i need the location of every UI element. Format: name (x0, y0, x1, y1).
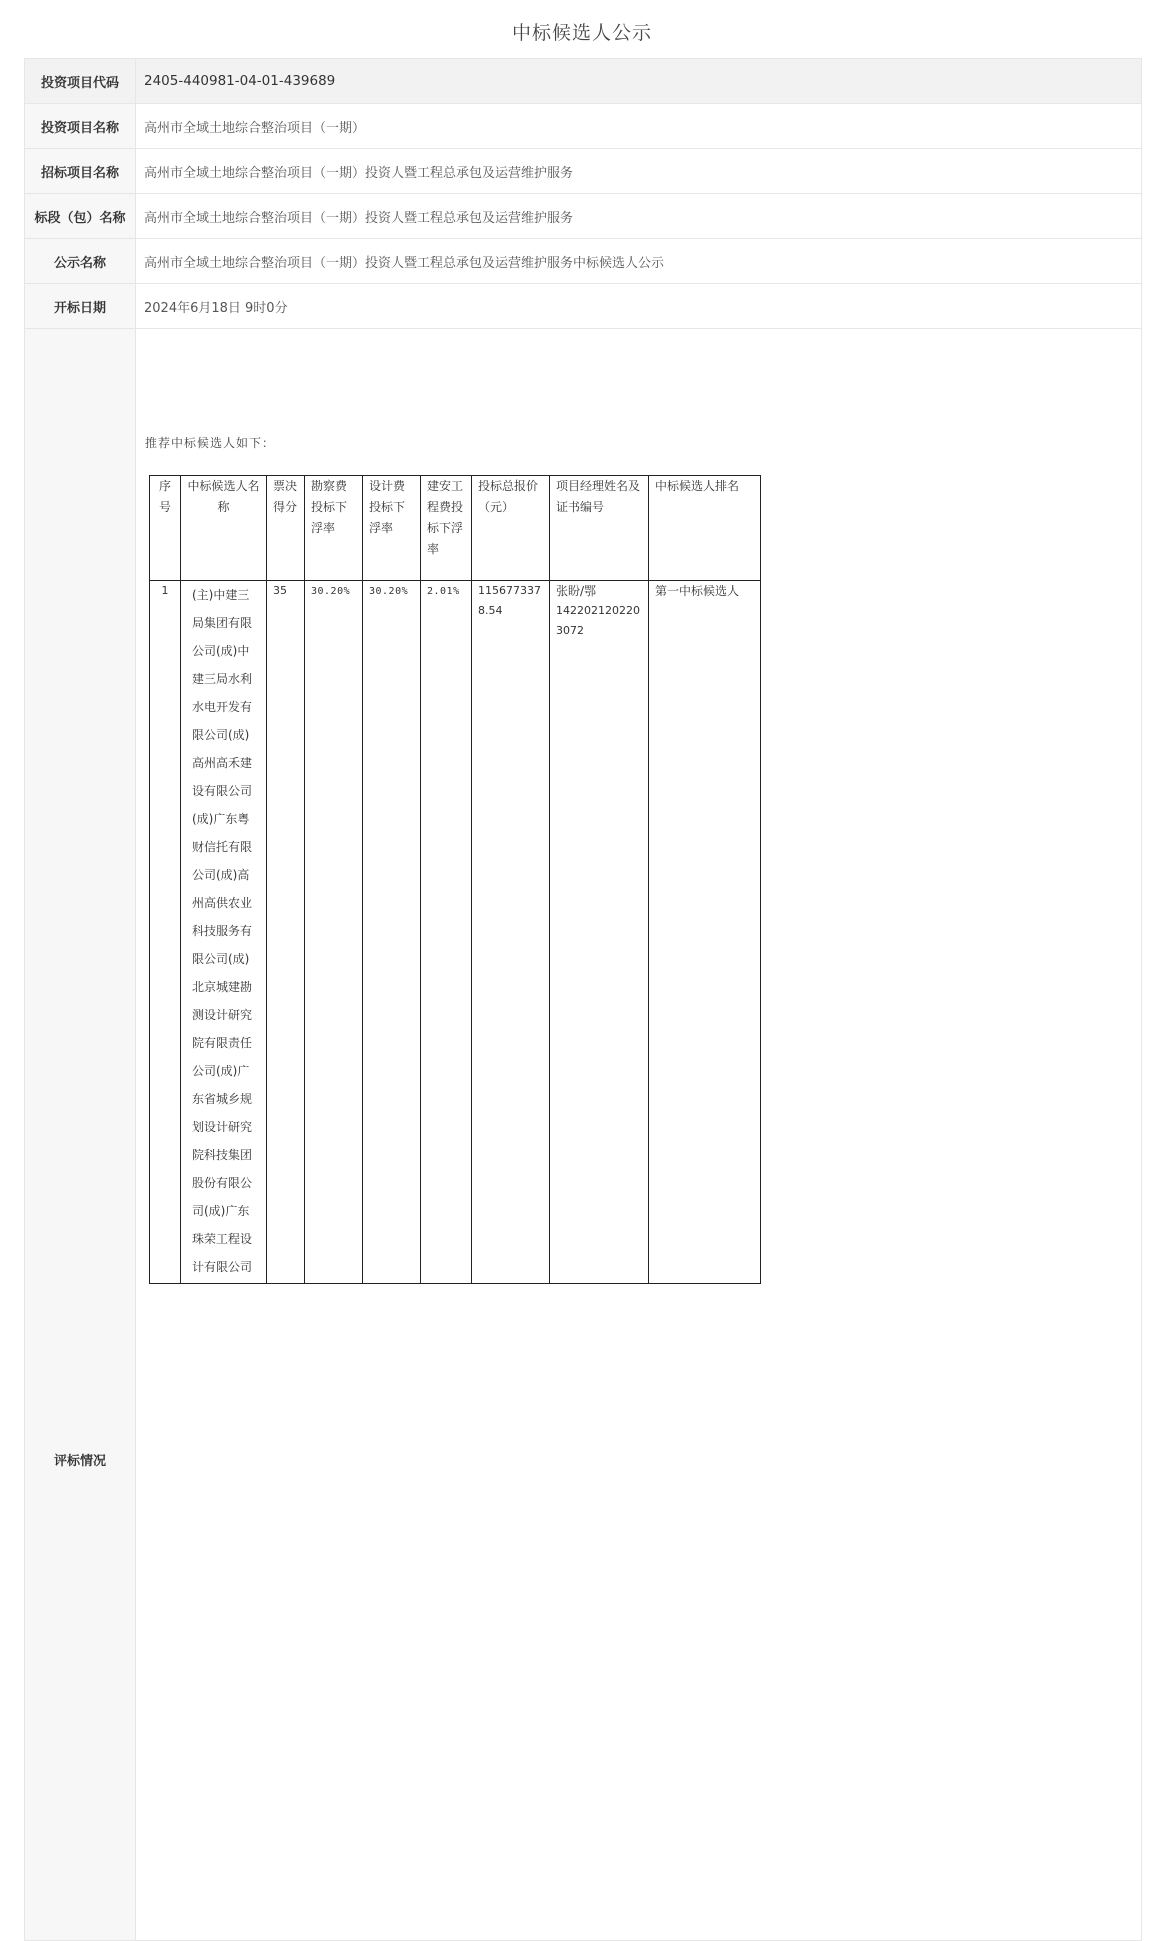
header-rank: 中标候选人排名 (649, 476, 761, 581)
project-code-value: 2405-440981-04-01-439689 (136, 59, 1142, 104)
candidate-table (149, 475, 761, 1284)
tender-name-label: 招标项目名称 (25, 149, 136, 194)
header-survey-rate: 勘察费投标下浮率 (305, 476, 363, 581)
notice-name-value: 高州市全域土地综合整治项目（一期）投资人暨工程总承包及运营维护服务中标候选人公示 (136, 239, 1142, 284)
header-seq: 序号 (150, 476, 181, 581)
page-title: 中标候选人公示 (511, 22, 652, 44)
opening-date-value: 2024年6月18日 9时0分 (136, 284, 1142, 329)
notice-name-label: 公示名称 (25, 239, 136, 284)
header-votes: 票决得分 (267, 476, 305, 581)
evaluation-intro: 推荐中标候选人如下： (145, 436, 276, 450)
row-section-name (25, 194, 1142, 239)
candidate-table-header (150, 476, 761, 581)
row-notice-name (25, 239, 1142, 284)
cell-manager (550, 581, 649, 1284)
header-design-rate: 设计费投标下浮率 (363, 476, 421, 581)
row-project-code (25, 59, 1142, 104)
cell-total-price: 1156773378.54 (472, 581, 550, 1284)
cell-design-rate: 30.20% (363, 581, 421, 1284)
project-name-value: 高州市全域土地综合整治项目（一期） (136, 104, 1142, 149)
cell-candidate: (主)中建三局集团有限公司(成)中建三局水利水电开发有限公司(成)高州高禾建设有限公司(成)广东粤财信托有限公司(成)高州高供农业科技服务有限公司(成)北京城建勘测设计研究院有限责任公司(成)广东省城乡规划设计研究院科技集团股份有限公司(成)广东珠荣工程设计有限公司 (181, 581, 267, 1284)
opening-date-label: 开标日期 (25, 284, 136, 329)
row-tender-name (25, 149, 1142, 194)
header-manager: 项目经理姓名及证书编号 (550, 476, 649, 581)
header-construction-rate: 建安工程费投标下浮率 (421, 476, 472, 581)
cell-rank: 第一中标候选人 (649, 581, 761, 1284)
cell-votes: 35 (267, 581, 305, 1284)
header-total-price: 投标总报价（元） (472, 476, 550, 581)
project-code-label: 投资项目代码 (25, 59, 136, 104)
evaluation-label: 评标情况 (25, 329, 136, 1941)
project-name-label: 投资项目名称 (25, 104, 136, 149)
manager-name: 张盼/鄂 (556, 584, 597, 598)
row-project-name (25, 104, 1142, 149)
header-candidate: 中标候选人名称 (181, 476, 267, 581)
row-evaluation (25, 329, 1142, 1941)
evaluation-content (136, 329, 1142, 1941)
section-name-value: 高州市全域土地综合整治项目（一期）投资人暨工程总承包及运营维护服务 (136, 194, 1142, 239)
row-opening-date (25, 284, 1142, 329)
section-name-label: 标段（包）名称 (25, 194, 136, 239)
table-row (150, 581, 761, 1284)
tender-name-value: 高州市全域土地综合整治项目（一期）投资人暨工程总承包及运营维护服务 (136, 149, 1142, 194)
cell-construction-rate: 2.01% (421, 581, 472, 1284)
cell-seq: 1 (150, 581, 181, 1284)
manager-cert: 1422021202203072 (556, 604, 640, 637)
notice-info-table (24, 58, 1142, 1941)
cell-survey-rate: 30.20% (305, 581, 363, 1284)
